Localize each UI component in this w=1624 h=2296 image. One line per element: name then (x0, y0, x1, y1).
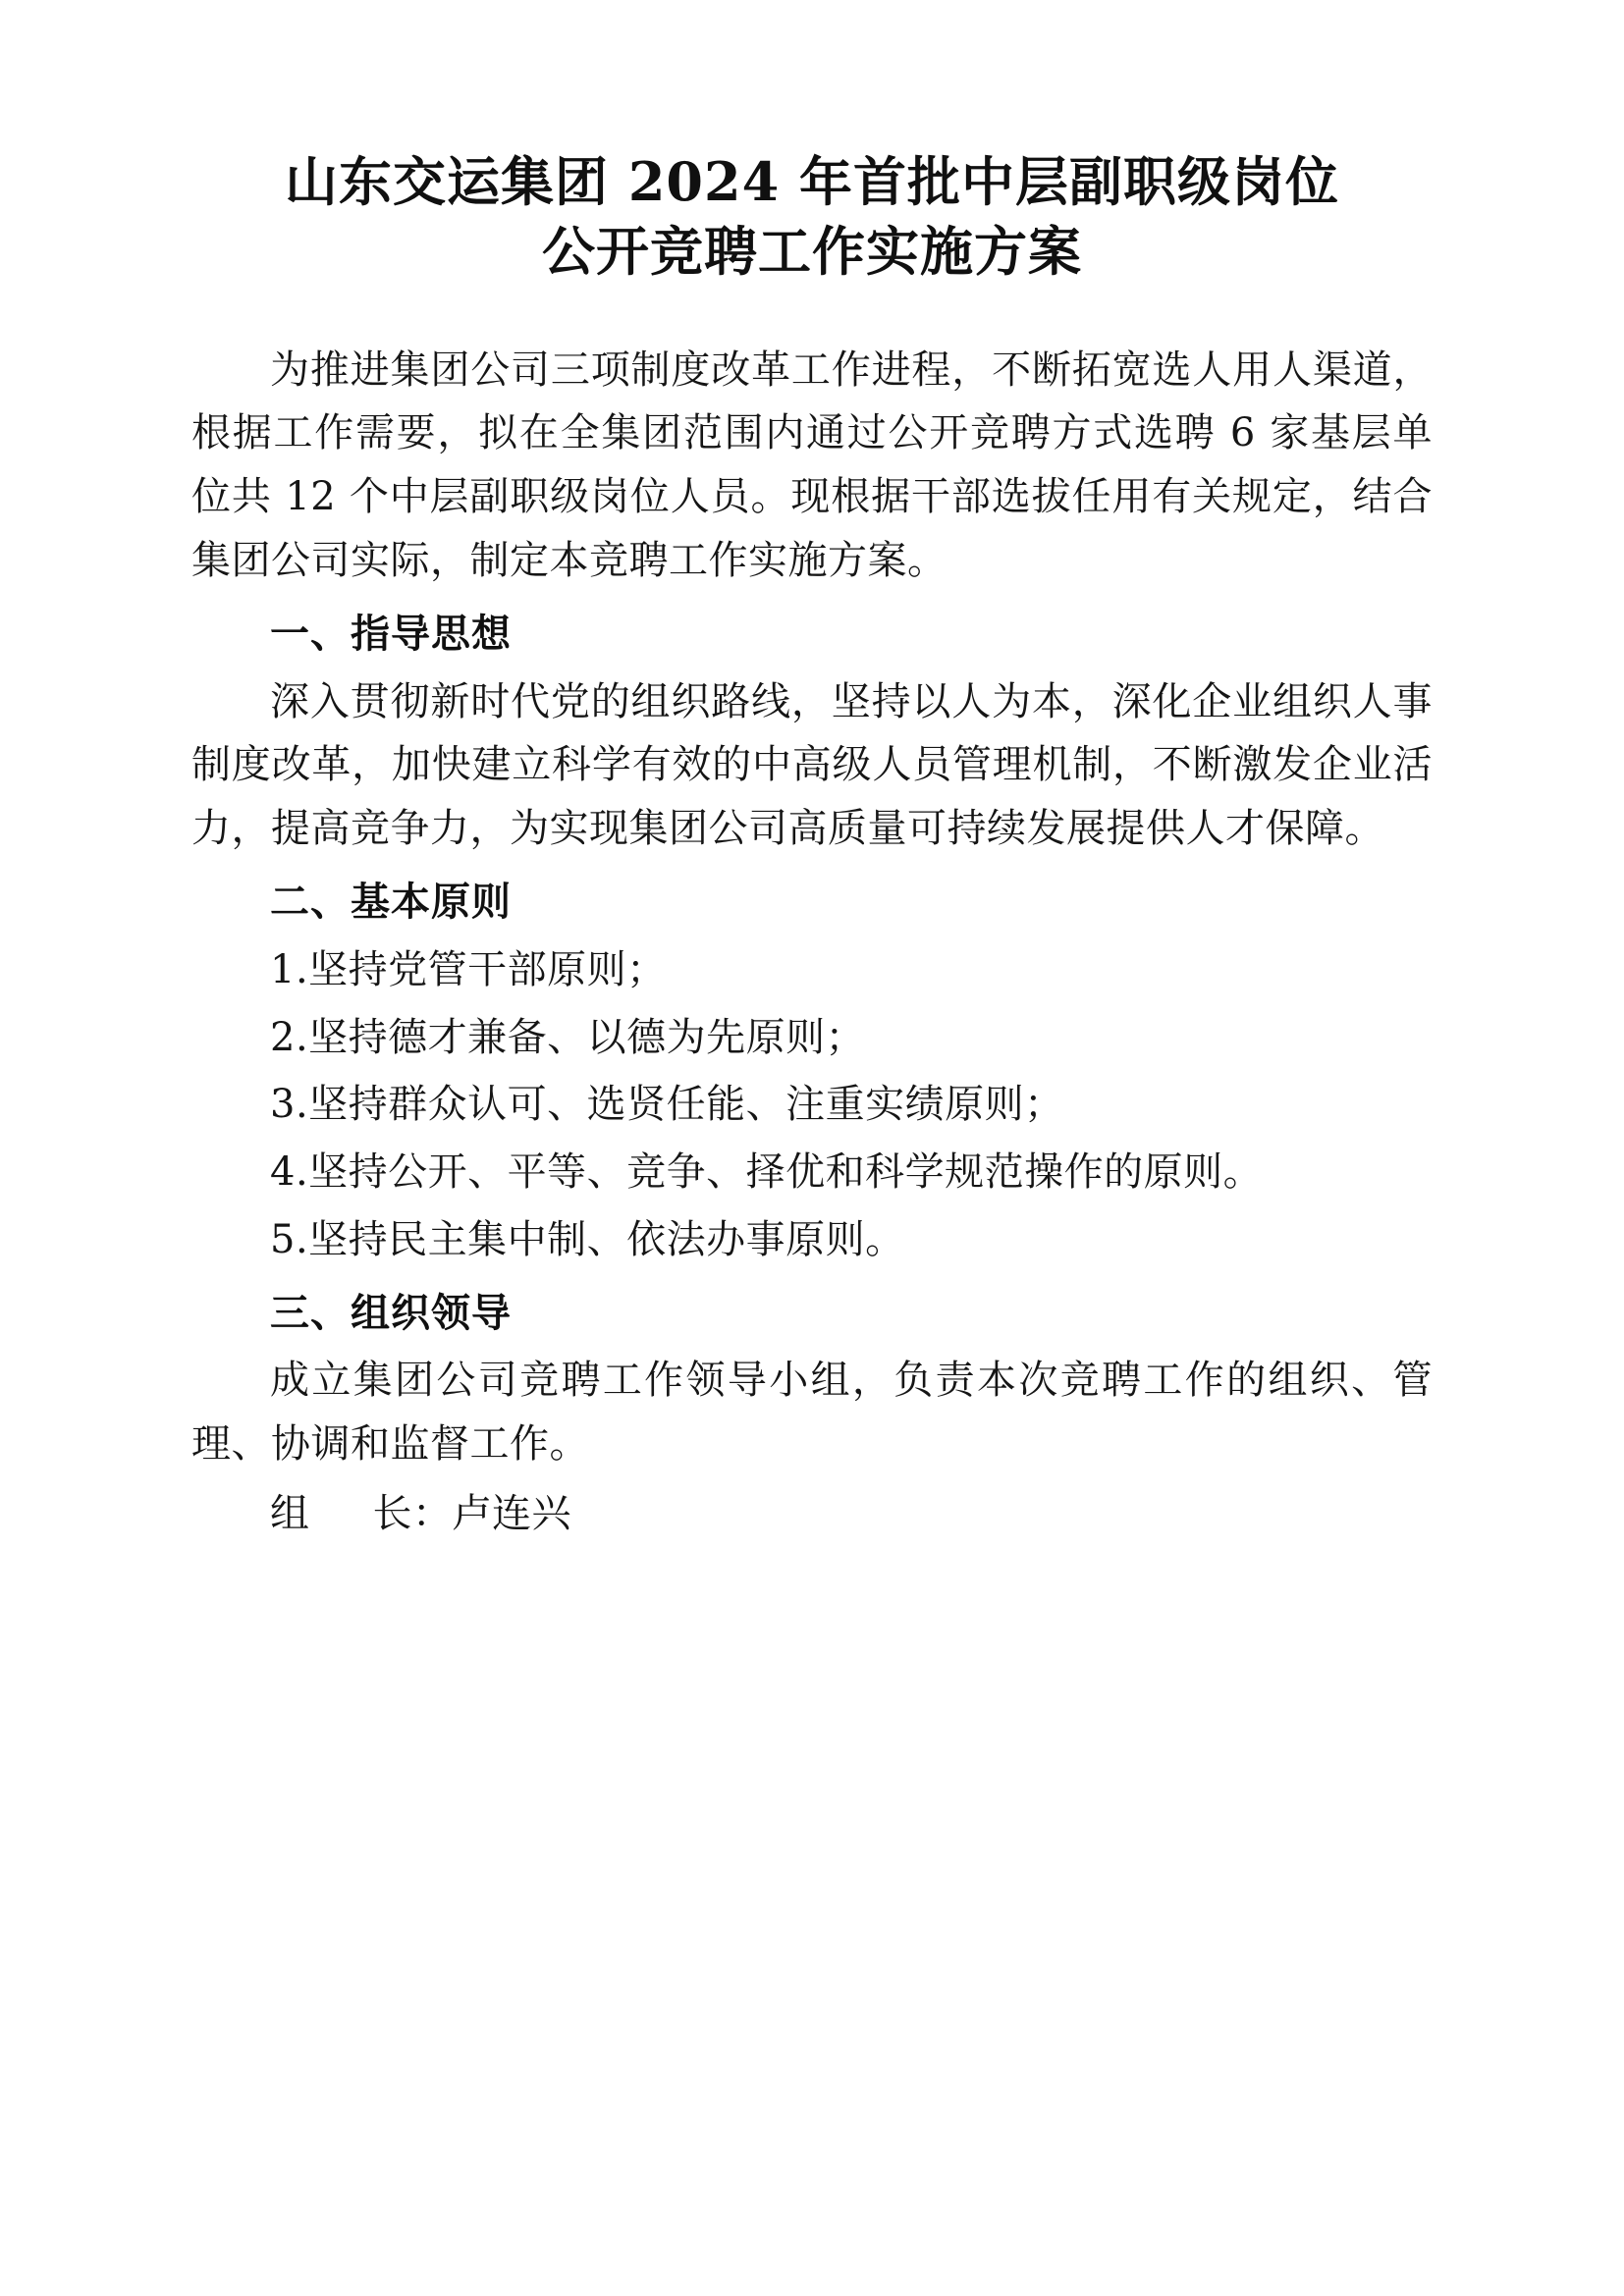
page-title (191, 147, 1433, 288)
section-heading-organizational-leadership: 三、组织领导 (270, 1290, 512, 1336)
group-leader-name: 卢连兴 (452, 1491, 571, 1537)
list-item: 2.坚持德才兼备、以德为先原则； (270, 1014, 866, 1060)
group-leader-line (191, 1482, 1433, 1546)
section-heading-guiding-thought: 一、指导思想 (270, 611, 512, 657)
list-item: 5.坚持民主集中制、依法办事原则。 (270, 1216, 905, 1262)
group-leader-label: 组 (270, 1491, 310, 1537)
section-body-organizational-leadership: 成立集团公司竞聘工作领导小组，负责本次竞聘工作的组织、管理、协调和监督工作。 (191, 1358, 1433, 1468)
title-line-1: 山东交运集团 2024 年首批中层副职级岗位 (285, 150, 1339, 213)
section-body-guiding-thought: 深入贯彻新时代党的组织路线，坚持以人为本，深化企业组织人事制度改革，加快建立科学有效的中高级人员管理机制，不断激发企业活力，提高竞争力，为实现集团公司高质量可持续发展提供人才保障。 (191, 678, 1433, 852)
section-heading-basic-principles: 二、基本原则 (270, 879, 512, 925)
list-item: 3.坚持群众认可、选贤任能、注重实绩原则； (270, 1082, 1064, 1128)
list-item: 1.坚持党管干部原则； (270, 946, 667, 992)
intro-paragraph: 为推进集团公司三项制度改革工作进程，不断拓宽选人用人渠道，根据工作需要，拟在全集团范围内通过公开竞聘方式选聘 6 家基层单位共 12 个中层副职级岗位人员。现根据干部选拔任用有关规定，结合集团公司实际，制定本竞聘工作实施方案。 (191, 347, 1433, 583)
list-item: 4.坚持公开、平等、竞争、择优和科学规范操作的原则。 (270, 1149, 1264, 1196)
group-leader-label-2: 长： (372, 1491, 453, 1537)
title-line-2: 公开竞聘工作实施方案 (542, 220, 1082, 284)
